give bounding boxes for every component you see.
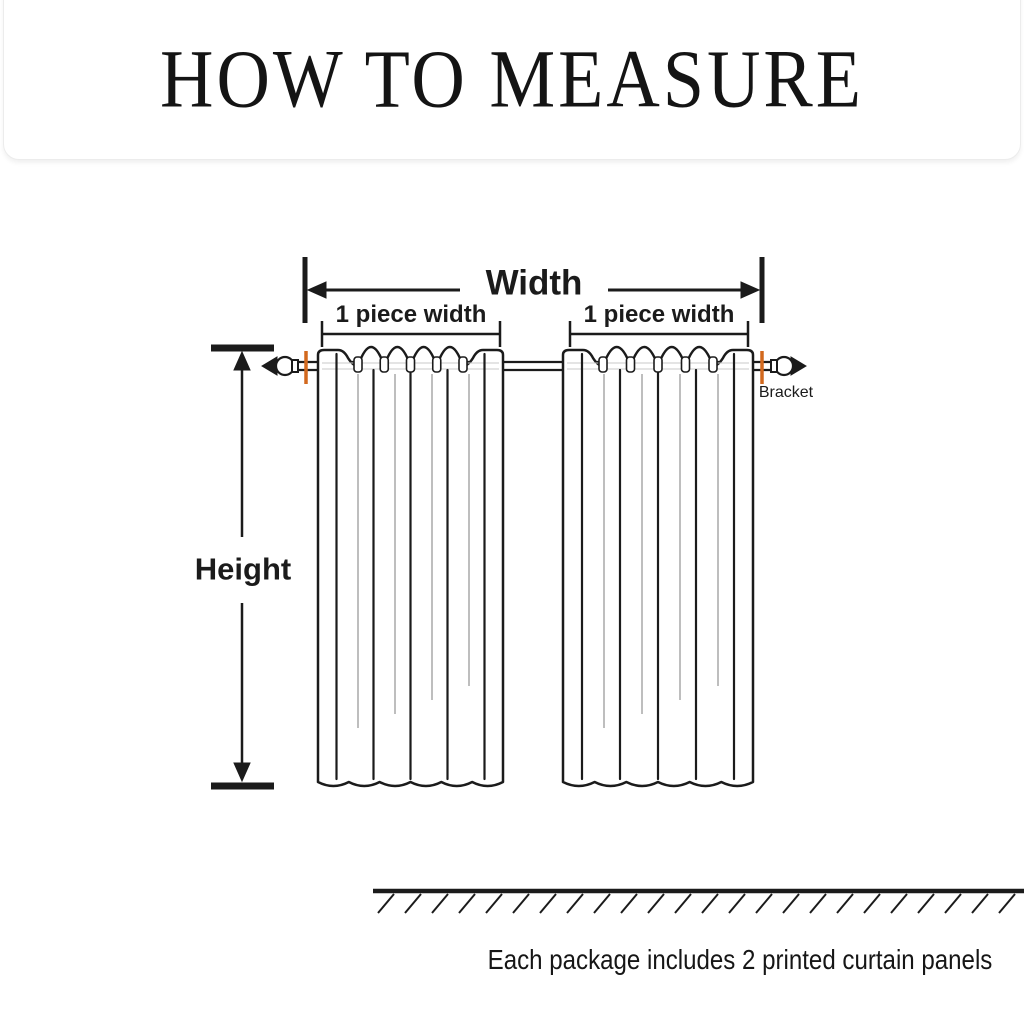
height-label: Height [194,551,292,587]
floor-line [373,891,1024,913]
curtain-panel-right [563,347,753,786]
curtain-panels [318,347,753,786]
package-caption: Each package includes 2 printed curtain panels [487,944,993,975]
piece-width-label-right: 1 piece width [583,301,735,328]
finial-right-icon [771,357,806,375]
bracket-label: Bracket [758,384,814,401]
piece-width-label-left: 1 piece width [335,301,487,328]
finial-left-icon [262,357,298,375]
page-title: HOW TO MEASURE [160,33,864,126]
floor-hatch [378,894,1024,913]
curtain-panel-left [318,347,503,786]
width-label: Width [485,263,583,303]
